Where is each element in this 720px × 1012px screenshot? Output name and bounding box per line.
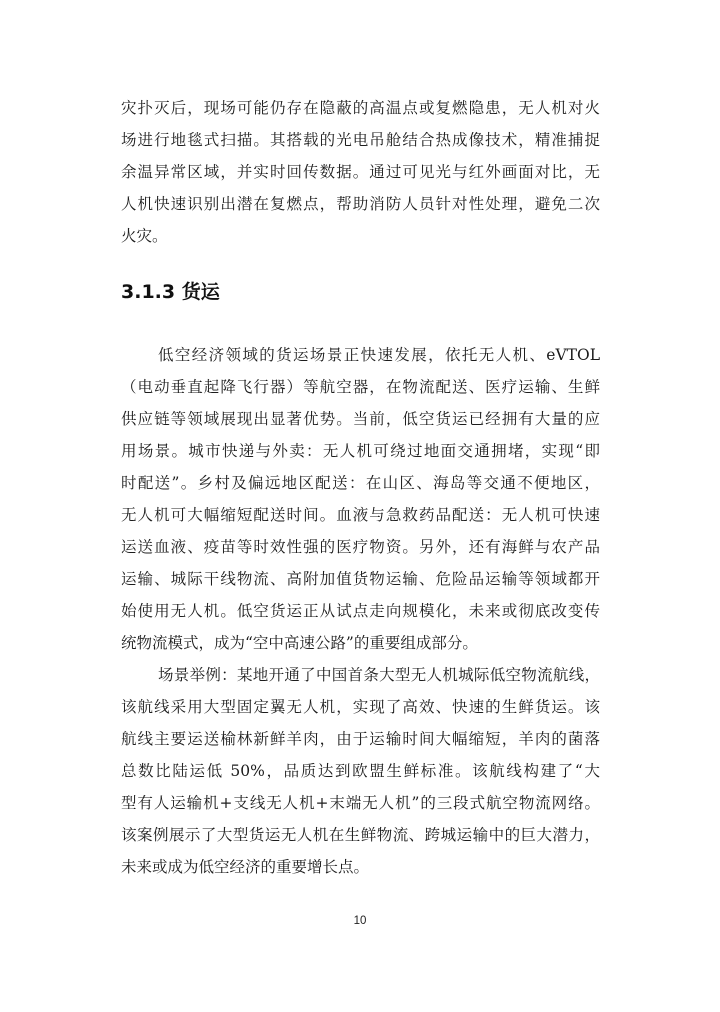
paragraph-scenario-example [121, 659, 600, 883]
paragraph-freight-overview [121, 339, 600, 659]
text-line: 供应链等领域展现出显著优势。当前，低空货运已经拥有大量的应 [121, 410, 600, 428]
text-line: 人机快速识别出潜在复燃点，帮助消防人员针对性处理，避免二次 [121, 195, 600, 213]
text-line: 余温异常区域，并实时回传数据。通过可见光与红外画面对比，无 [121, 163, 600, 181]
text-line: 型有人运输机+支线无人机+末端无人机”的三段式航空物流网络。 [121, 794, 600, 812]
text-line: 低空经济领域的货运场景正快速发展，依托无人机、eVTOL [158, 346, 600, 364]
text-line: 无人机可大幅缩短配送时间。血液与急救药品配送：无人机可快速 [121, 506, 600, 524]
text-line: 该航线采用大型固定翼无人机，实现了高效、快速的生鲜货运。该 [121, 698, 600, 716]
section-heading: 3.1.3 货运 [121, 281, 220, 303]
text-line: 场进行地毯式扫描。其搭载的光电吊舱结合热成像技术，精准捕捉 [121, 131, 600, 149]
text-line: 时配送”。乡村及偏远地区配送：在山区、海岛等交通不便地区， [121, 474, 600, 492]
text-line: 统物流模式，成为“空中高速公路”的重要组成部分。 [121, 634, 478, 652]
text-line: （电动垂直起降飞行器）等航空器，在物流配送、医疗运输、生鲜 [121, 378, 600, 396]
text-line: 用场景。城市快递与外卖：无人机可绕过地面交通拥堵，实现“即 [121, 442, 600, 460]
text-line: 场景举例：某地开通了中国首条大型无人机城际低空物流航线， [158, 666, 600, 684]
text-line: 航线主要运送榆林新鲜羊肉，由于运输时间大幅缩短，羊肉的菌落 [121, 730, 600, 748]
text-line: 灾扑灭后，现场可能仍存在隐蔽的高温点或复燃隐患，无人机对火 [121, 99, 600, 117]
text-line: 运输、城际干线物流、高附加值货物运输、危险品运输等领域都开 [121, 570, 600, 588]
text-line: 未来或成为低空经济的重要增长点。 [121, 858, 370, 876]
text-line: 运送血液、疫苗等时效性强的医疗物资。另外，还有海鲜与农产品 [121, 538, 600, 556]
text-line: 始使用无人机。低空货运正从试点走向规模化，未来或彻底改变传 [121, 602, 600, 620]
text-line: 该案例展示了大型货运无人机在生鲜物流、跨城运输中的巨大潜力， [121, 826, 600, 844]
paragraph-fire-followup [121, 92, 600, 252]
text-line: 总数比陆运低 50%，品质达到欧盟生鲜标准。该航线构建了“大 [121, 762, 600, 780]
text-column [121, 92, 600, 883]
text-line: 火灾。 [121, 227, 168, 245]
page-number: 10 [353, 915, 367, 927]
